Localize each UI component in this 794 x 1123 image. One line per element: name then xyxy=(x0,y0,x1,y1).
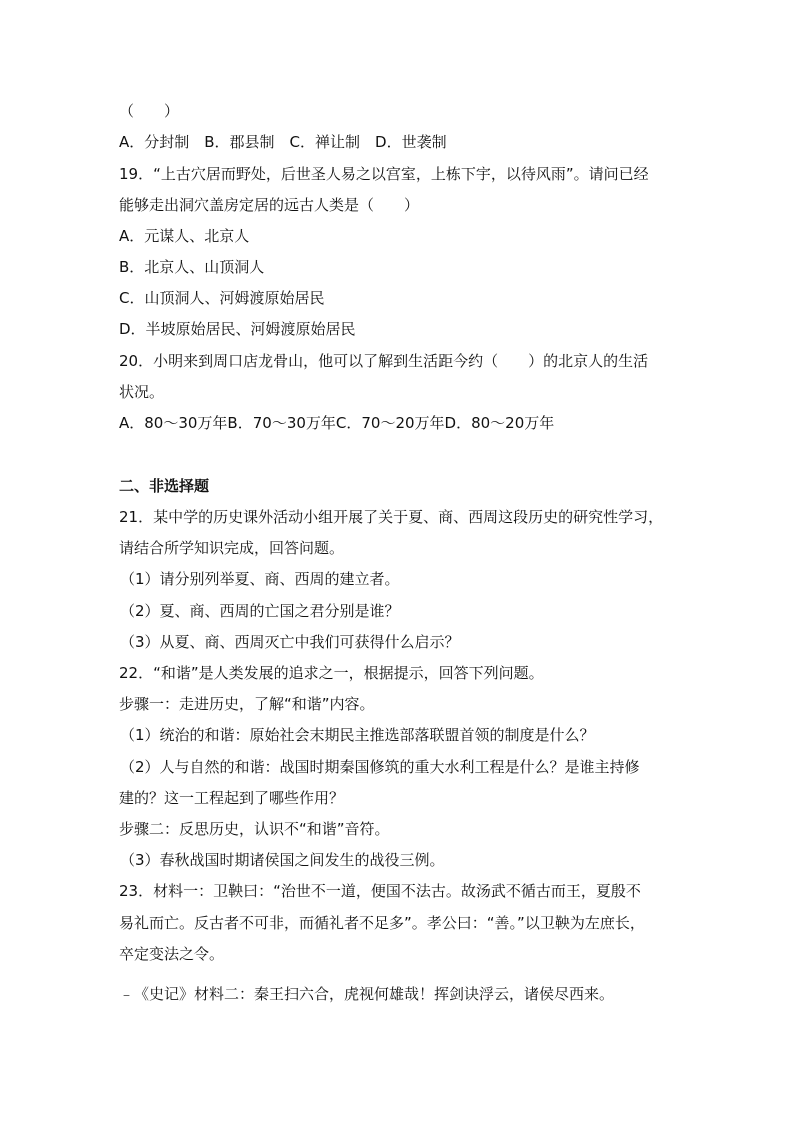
q23-material-2: ﹣《史记》材料二：秦王扫六合，虎视何雄哉！挥剑诀浮云，诸侯尽西来。 xyxy=(119,985,615,1003)
q19-option-a: A．元谋人、北京人 xyxy=(119,227,250,245)
q19-stem-line-1: 19．“上古穴居而野处，后世圣人易之以宫室，上栋下宇，以待风雨”。请问已经 xyxy=(119,165,649,183)
q23-material-1-line-3: 卒定变法之令。 xyxy=(119,945,225,963)
q22-stem: 22．“和谐”是人类发展的追求之一，根据提示，回答下列问题。 xyxy=(119,664,544,682)
q18-options: A．分封制 B．郡县制 C．禅让制 D．世袭制 xyxy=(119,133,447,151)
q19-option-d: D．半坡原始居民、河姆渡原始居民 xyxy=(119,320,356,338)
q23-material-1-line-2: 易礼而亡。反古者不可非，而循礼者不足多”。孝公曰：“善。”以卫鞅为左庶长， xyxy=(119,914,645,932)
answer-blank: （ ） xyxy=(119,102,180,120)
q21-sub-3: （3）从夏、商、西周灭亡中我们可获得什么启示？ xyxy=(120,633,460,651)
q22-sub-1: （1）统治的和谐：原始社会末期民主推选部落联盟首领的制度是什么？ xyxy=(120,726,595,744)
q21-stem-line-2: 请结合所学知识完成，回答问题。 xyxy=(119,539,345,557)
q21-sub-2: （2）夏、商、西周的亡国之君分别是谁？ xyxy=(120,602,400,620)
q22-step-1: 步骤一：走进历史，了解“和谐”内容。 xyxy=(119,695,375,713)
section-heading: 二、非选择题 xyxy=(119,477,210,495)
q20-stem-line-2: 状况。 xyxy=(119,383,165,401)
q23-material-1-line-1: 23．材料一：卫鞅曰：“治世不一道，便国不法古。故汤武不循古而王，夏殷不 xyxy=(119,882,641,900)
q19-option-b: B．北京人、山顶洞人 xyxy=(119,258,265,276)
q20-stem-line-1: 20．小明来到周口店龙骨山，他可以了解到生活距今约（ ）的北京人的生活 xyxy=(119,352,649,370)
q21-stem-line-1: 21．某中学的历史课外活动小组开展了关于夏、商、西周这段历史的研究性学习， xyxy=(119,508,664,526)
q19-stem-line-2: 能够走出洞穴盖房定居的远古人类是（ ） xyxy=(119,196,420,214)
q22-sub-2-line-2: 建的？这一工程起到了哪些作用？ xyxy=(119,789,345,807)
q22-sub-3: （3）春秋战国时期诸侯国之间发生的战役三例。 xyxy=(120,851,445,869)
q19-option-c: C．山顶洞人、河姆渡原始居民 xyxy=(119,289,325,307)
q20-options: A．80～30万年B．70～30万年C．70～20万年D．80～20万年 xyxy=(119,414,555,432)
q22-step-2: 步骤二：反思历史，认识不“和谐”音符。 xyxy=(119,820,390,838)
q22-sub-2-line-1: （2）人与自然的和谐：战国时期秦国修筑的重大水利工程是什么？是谁主持修 xyxy=(120,758,640,776)
q21-sub-1: （1）请分别列举夏、商、西周的建立者。 xyxy=(120,570,400,588)
